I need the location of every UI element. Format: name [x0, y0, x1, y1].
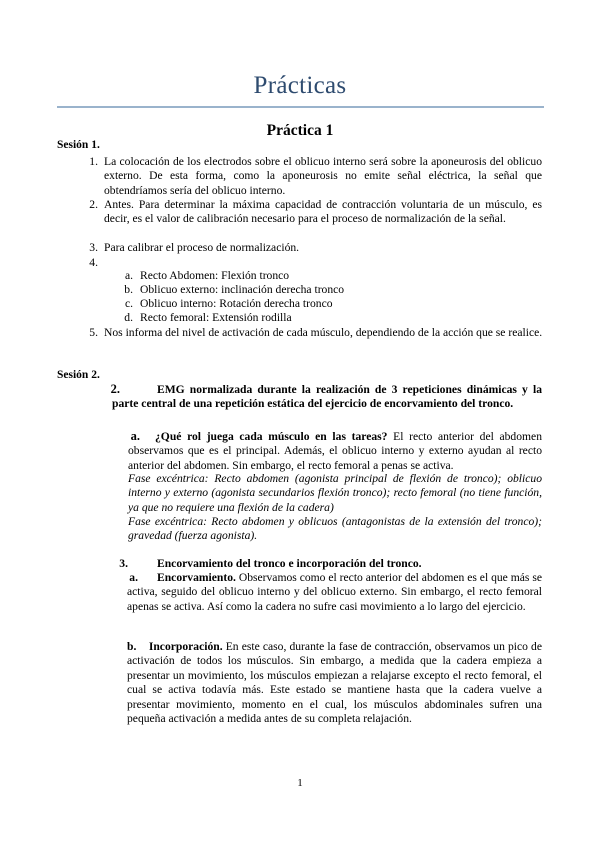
page-title: Prácticas: [253, 72, 347, 99]
sublist-letter: d.: [124, 311, 133, 324]
question-heading: EMG normalizada durante la realización de 3 repeticiones dinámicas y la parte central de una repetición estática del ejercicio de encorvamiento del tronco.: [112, 383, 542, 411]
sublist-item: Recto femoral: Extensión rodilla: [140, 311, 292, 324]
title-divider: [57, 106, 544, 108]
list-item: Para calibrar el proceso de normalización.: [104, 241, 300, 254]
list-number: 3.: [89, 241, 98, 254]
practice-heading: Práctica 1: [266, 122, 334, 139]
list-number: 4.: [89, 256, 98, 269]
answer-letter: a.: [130, 429, 140, 443]
list-number: 1.: [89, 155, 98, 168]
question-number: 2.: [110, 382, 120, 396]
answer-letter: a.: [129, 571, 138, 584]
answer-paragraph: [127, 640, 542, 726]
question-text: ¿Qué rol juega cada músculo en las tareas?: [155, 430, 388, 443]
answer-title: Incorporación.: [148, 640, 223, 653]
answer-letter: b.: [127, 640, 137, 653]
sublist-letter: b.: [124, 283, 133, 296]
answer-text: En este caso, durante la fase de contracción, observamos un pico de activación de todos los músculos. Sin embargo, a medida que la cadera empieza a presentar un movimiento, los músculos empiezan a relajarse excepto el recto femoral, el cual se activa todavía más. Este estado se mantiene hasta que la cadera vuelve a presentar movimiento, momento en el cual, los músculos abdominales sufren una pequeña activación a medida antes de su completa relajación.: [127, 640, 543, 726]
session-2-label: Sesión 2.: [57, 369, 100, 381]
list-number: 5.: [89, 326, 98, 339]
list-item: Antes. Para determinar la máxima capacidad de contracción voluntaria de un músculo, es decir, es el valor de calibración necesario para el proceso de normalización de la señal.: [104, 198, 542, 226]
list-item: La colocación de los electrodos sobre el oblicuo interno será sobre la aponeurosis del oblicuo externo. De esta forma, como la aponeurosis no emite señal eléctrica, la señal que obtendríamos sería del oblicuo interno.: [104, 155, 542, 197]
list-item: Nos informa del nivel de activación de cada músculo, dependiendo de la acción que se realice.: [104, 326, 543, 339]
answer-text: Observamos como el recto anterior del abdomen es el que más se activa, seguido del oblicuo interno y del oblicuo externo. Sin embargo, el recto femoral apenas se activa. Así como la cadera no sufre casi movimiento a lo largo del ejercicio.: [127, 571, 542, 613]
eccentric-phase-note: Fase excéntrica: Recto abdomen y oblicuos (antagonistas de la extensión del tronco); gravedad (fuerza agonista).: [128, 515, 542, 543]
question-heading: Encorvamiento del tronco e incorporación del tronco.: [157, 557, 422, 570]
session-1-label: Sesión 1.: [57, 139, 100, 151]
answer-paragraph: [128, 430, 542, 473]
sublist-item: Oblicuo interno: Rotación derecha tronco: [140, 297, 333, 310]
list-number: 2.: [89, 198, 98, 211]
sublist-item: Recto Abdomen: Flexión tronco: [140, 269, 290, 282]
question-number: 3.: [119, 557, 128, 570]
answer-paragraph: [127, 571, 542, 614]
sublist-item: Oblicuo externo: inclinación derecha tronco: [140, 283, 345, 296]
sublist-letter: c.: [124, 297, 133, 310]
sublist-letter: a.: [124, 269, 133, 282]
page-number: 1: [297, 777, 303, 789]
concentric-phase-note: Fase excéntrica: Recto abdomen (agonista principal de flexión de tronco); oblicuo interno y externo (agonista secundarios flexión tronco); recto femoral (no tiene función, ya que no requiere una flexión de la cadera): [128, 472, 542, 514]
answer-title: Encorvamiento.: [157, 571, 236, 584]
answer-text: El recto anterior del abdomen observamos que es el principal. Además, el oblicuo interno y externo ayudan al recto anterior del abdomen. Sin embargo, el recto femoral a penas se activa.: [128, 430, 542, 472]
